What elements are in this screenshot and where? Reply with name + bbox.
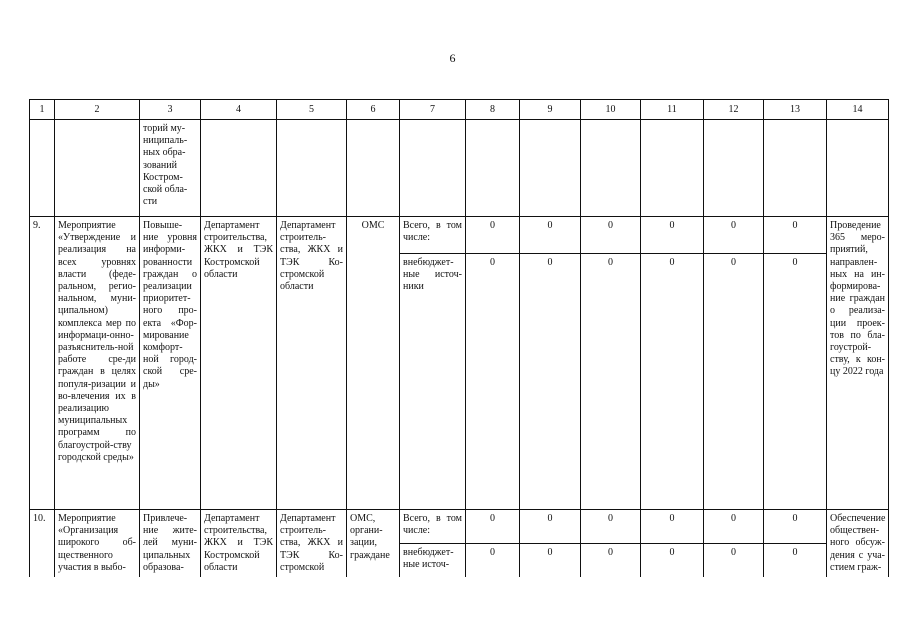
value-cell: 0 bbox=[704, 254, 764, 510]
executor-cell: Департамент строитель-ства, ЖКХ и ТЭК Ко-стромской bbox=[277, 510, 347, 577]
value-cell: 0 bbox=[466, 510, 520, 544]
value-cell: 0 bbox=[764, 217, 827, 254]
participant-cell: ОМС bbox=[347, 217, 400, 510]
value-cell: 0 bbox=[764, 544, 827, 577]
result-cell: Обеспечение обществен-ного обсуж-дения с уча-стием граж- bbox=[827, 510, 889, 577]
header-cell: 7 bbox=[400, 100, 466, 120]
header-cell: 9 bbox=[520, 100, 581, 120]
header-cell: 12 bbox=[704, 100, 764, 120]
table-row-9 bbox=[30, 217, 889, 254]
header-cell: 5 bbox=[277, 100, 347, 120]
value-cell: 0 bbox=[704, 217, 764, 254]
table-row-10 bbox=[30, 510, 889, 544]
value-cell: 0 bbox=[466, 544, 520, 577]
header-cell: 1 bbox=[30, 100, 55, 120]
header-cell: 6 bbox=[347, 100, 400, 120]
continuation-goal-cell: торий му- ниципаль- ных обра- зований Костром- ской обла- сти bbox=[140, 120, 201, 217]
value-cell: 0 bbox=[466, 217, 520, 254]
value-cell: 0 bbox=[520, 254, 581, 510]
value-cell: 0 bbox=[641, 510, 704, 544]
coordinator-cell: Департамент строительства, ЖКХ и ТЭК Костромской области bbox=[201, 510, 277, 577]
source-offbudget-cell: внебюджет-ные источ- bbox=[400, 544, 466, 577]
result-cell: Проведение 365 меро-приятий, направлен-ных на ин-формирова-ние граждан о реализа-ции проек-тов по бла-гоустрой-ству, к кон-цу 2022 года bbox=[827, 217, 889, 510]
value-cell: 0 bbox=[520, 544, 581, 577]
value-cell: 0 bbox=[704, 544, 764, 577]
header-row bbox=[30, 100, 889, 120]
value-cell: 0 bbox=[520, 217, 581, 254]
header-cell: 14 bbox=[827, 100, 889, 120]
executor-cell: Департамент строитель-ства, ЖКХ и ТЭК Ко-стромской области bbox=[277, 217, 347, 510]
header-cell: 10 bbox=[581, 100, 641, 120]
header-cell: 2 bbox=[55, 100, 140, 120]
value-cell: 0 bbox=[466, 254, 520, 510]
header-cell: 3 bbox=[140, 100, 201, 120]
header-cell: 8 bbox=[466, 100, 520, 120]
value-cell: 0 bbox=[520, 510, 581, 544]
row-number: 9. bbox=[30, 217, 55, 510]
value-cell: 0 bbox=[764, 254, 827, 510]
program-table bbox=[29, 99, 889, 577]
value-cell: 0 bbox=[581, 217, 641, 254]
continuation-row bbox=[30, 120, 889, 217]
source-total-cell: Всего, в том числе: bbox=[400, 510, 466, 544]
header-cell: 4 bbox=[201, 100, 277, 120]
coordinator-cell: Департамент строительства, ЖКХ и ТЭК Костромской области bbox=[201, 217, 277, 510]
row-number: 10. bbox=[30, 510, 55, 577]
value-cell: 0 bbox=[581, 510, 641, 544]
value-cell: 0 bbox=[704, 510, 764, 544]
header-cell: 13 bbox=[764, 100, 827, 120]
value-cell: 0 bbox=[641, 254, 704, 510]
event-cell: Мероприятие «Утверждение и реализация на всех уровнях власти (феде-ральном, регио-нальном, муни-ципальном) комплекса мер по информаци-онно-разъяснитель-ной работе сре-ди граждан в целях популя-ризации и во-влечения их в реализацию муниципальных программ по благоустрой-ству городской среды» bbox=[55, 217, 140, 510]
value-cell: 0 bbox=[641, 217, 704, 254]
value-cell: 0 bbox=[581, 544, 641, 577]
event-cell: Мероприятие «Организация широкого об-щественного участия в выбо- bbox=[55, 510, 140, 577]
goal-cell: Привлече-ние жите-лей муни-ципальных образова- bbox=[140, 510, 201, 577]
participant-cell: ОМС, органи-зации, граждане bbox=[347, 510, 400, 577]
value-cell: 0 bbox=[641, 544, 704, 577]
source-total-cell: Всего, в том числе: bbox=[400, 217, 466, 254]
header-cell: 11 bbox=[641, 100, 704, 120]
page-number: 6 bbox=[449, 51, 456, 65]
value-cell: 0 bbox=[581, 254, 641, 510]
value-cell: 0 bbox=[764, 510, 827, 544]
source-offbudget-cell: внебюджет-ные источ-ники bbox=[400, 254, 466, 510]
goal-cell: Повыше-ние уровня информи-рованности граждан о реализации приоритет-ного про-екта «Фор-мирование комфорт-ной город-ской сре-ды» bbox=[140, 217, 201, 510]
